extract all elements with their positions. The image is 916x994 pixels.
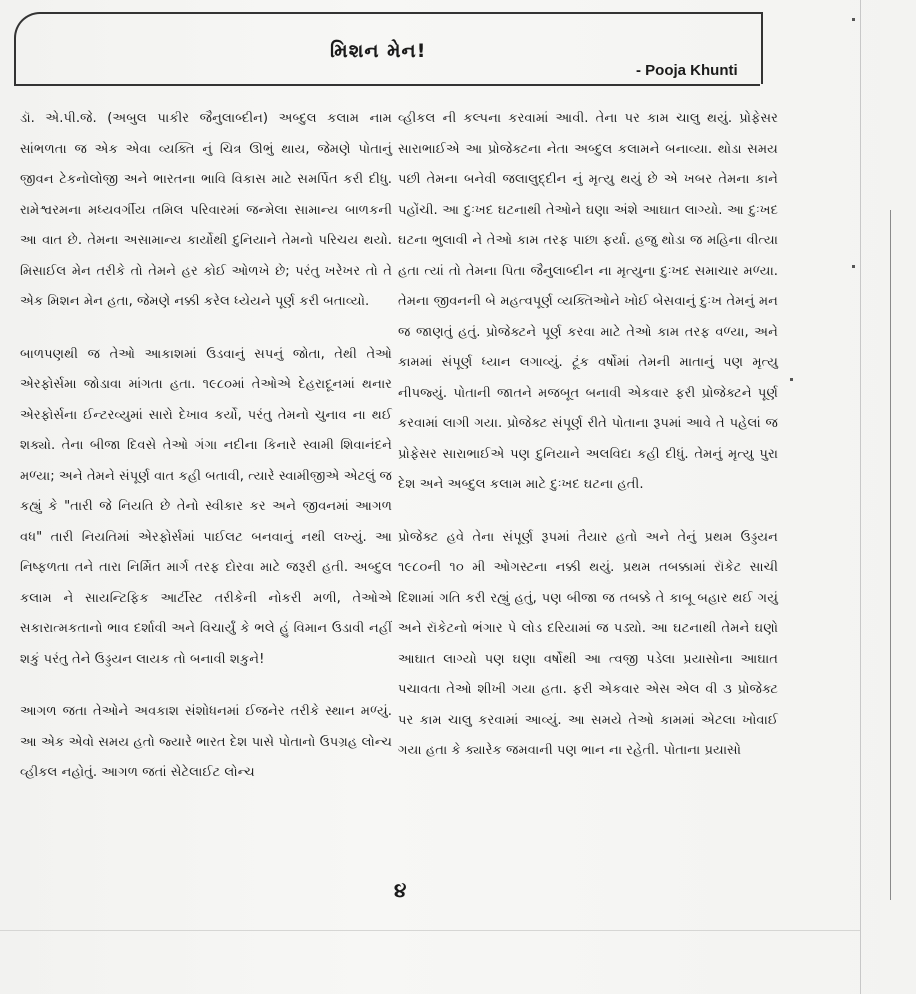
- scan-mark: [852, 18, 855, 21]
- page-bottom-line: [0, 930, 860, 931]
- article-author: - Pooja Khunti: [636, 62, 738, 79]
- paragraph: આગળ જતા તેઓને અવકાશ સંશોધનમાં ઈજનેર તરીકે સ્થાન મળ્યું. આ એક એવો સમય હતો જ્યારે ભારત દેશ પાસે પોતાનો ઉપગ્રહ લોન્ચ વ્હીકલ નહોતું. આગળ જતાં સેટેલાઈટ લોન્ચ: [20, 704, 392, 780]
- right-column: [398, 104, 778, 789]
- title-underline: [14, 84, 760, 86]
- left-column: [20, 104, 392, 811]
- margin-rule: [890, 210, 891, 900]
- paragraph: ડૉ. એ.પી.જે. (અબુલ પાકીર જૈનુલાબ્દીન) અબ્દુલ કલામ નામ સાંભળતા જ એક એવા વ્યક્તિ નું ચિત્ર ઊભું થાય, જેમણે પોતાનું જીવન ટેકનોલોજી અને ભારતના ભાવિ વિકાસ માટે સમર્પિત કરી દીધુ. રામેશ્વરમના મધ્યવર્ગીય તમિલ પરિવારમાં જન્મેલા સામાન્ય બાળકની આ વાત છે. તેમના અસામાન્ય કાર્યોથી દુનિયાને તેમનો પરિચય થયો. મિસાઈલ મેન તરીકે તો તેમને હર કોઈ ઓળખે છે; પરંતુ ખરેખર તો તે એક મિશન મેન હતા, જેમણે નક્કી કરેલ ધ્યેયને પૂર્ણ કરી બતાવ્યો.: [20, 111, 392, 309]
- page-edge-line: [860, 0, 861, 994]
- paragraph: બાળપણથી જ તેઓ આકાશમાં ઉડવાનું સપનું જોતા, તેથી તેઓ એરફોર્સમા જોડાવા માંગતા હતા. ૧૯૮૦માં તેઓએ દેહરાદૂનમાં થનાર એરફોર્સના ઈન્ટરવ્યુમાં સારો દેખાવ કર્યો, પરંતુ તેમનો ચુનાવ ના થઈ શક્યો. તેના બીજા દિવસે તેઓ ગંગા નદીના કિનારે સ્વામી શિવાનંદને મળ્યા; અને તેમને સંપૂર્ણ વાત કહી બતાવી, ત્યારે સ્વામીજીએ એટલું જ કહ્યું કે "તારી જે નિયતિ છે તેનો સ્વીકાર કર અને જીવનમાં આગળ વધ" તારી નિયતિમાં એરફોર્સમાં પાઈલટ બનવાનું નથી લખ્યું. આ નિષ્ફળતા તને તારા નિર્મિત માર્ગ તરફ દોરવા માટે જરૂરી હતી. અબ્દુલ કલામ ને સાયન્ટિફિક આર્ટીસ્ટ તરીકેની નોકરી મળી, તેઓએ સકારાત્મકતાનો ભાવ દર્શાવી અને વિચાર્યું કે ભલે હું વિમાન ઉડાવી નહીં શકું પરંતુ તેને ઉડ્ડયન લાયક તો બનાવી શકુને!: [20, 346, 392, 667]
- paragraph: વ્હીકલ ની કલ્પના કરવામાં આવી. તેના પર કામ ચાલુ થયું. પ્રોફેસર સારાભાઈએ આ પ્રોજેક્ટના નેતા અબ્દુલ કલામને બનાવ્યા. થોડા સમય પછી તેમના બનેવી જલાલુદ્દીન નું મૃત્યુ થયું છે એ ખબર તેમના કાને પહોંચી. આ દુઃખદ ઘટનાથી તેઓને ઘણા અંશે આઘાત લાગ્યો. આ દુઃખદ ઘટના ભુલાવી ને તેઓ કામ તરફ પાછા ફર્યા. હજુ થોડા જ મહિના વીત્યા હતા ત્યાં તો તેમના પિતા જૈનુલાબ્દીન ના મૃત્યુના દુઃખદ સમાચાર મળ્યા. તેમના જીવનની બે મહત્વપૂર્ણ વ્યક્તિઓને ખોઈ બેસવાનું દુઃખ તેમનું મન જ જાણતું હતું. પ્રોજેક્ટને પૂર્ણ કરવા માટે તેઓ કામ તરફ વળ્યા, અને કામમાં સંપૂર્ણ ધ્યાન લગાવ્યું. ટૂંક વર્ષોમાં તેમની માતાનું પણ મૃત્યુ નીપજ્યું. પોતાની જાતને મજબૂત બનાવી એકવાર ફરી પ્રોજેક્ટને પૂર્ણ કરવામાં લાગી ગયા. પ્રોજેક્ટ સંપૂર્ણ રીતે પોતાના રૂપમાં આવે તે પહેલાં જ પ્રોફેસર સારાભાઈએ પણ દુનિયાને અલવિદા કહી દીધું. તેમનું મૃત્યુ પુરા દેશ અને અબ્દુલ કલામ માટે દુઃખદ ઘટના હતી.: [398, 111, 778, 492]
- article-title: મિશન મેન!: [330, 40, 427, 62]
- page-number: ૪: [394, 878, 407, 902]
- scan-mark: [852, 265, 855, 268]
- scan-mark: [790, 378, 793, 381]
- paragraph: પ્રોજેક્ટ હવે તેના સંપૂર્ણ રૂપમાં તૈયાર હતો અને તેનું પ્રથમ ઉડ્ડયન ૧૯૮૦ની ૧૦ મી ઓગસ્ટના નક્કી થયું. પ્રથમ તબક્કામાં રૉકેટ સાચી દિશામાં ગતિ કરી રહ્યું હતું, પણ બીજા જ તબક્કે તે કાબૂ બહાર થઈ ગયું અને રૉકેટનો ભંગાર પે લોડ દરિયામાં જ પડ્યો. આ ઘટનાથી તેમને ઘણો આઘાત લાગ્યો પણ ઘણા વર્ષોથી આ ત્વજી પડેલા પ્રયાસોના આઘાત પચાવતા તેઓ શીખી ગયા હતા. ફરી એકવાર એસ એલ વી ૩ પ્રોજેક્ટ પર કામ ચાલુ કરવામાં આવ્યું. આ સમયે તેઓ કામમાં એટલા ખોવાઈ ગયા હતા કે ક્યારેક જમવાની પણ ભાન ના રહેતી. પોતાના પ્રયાસો: [398, 529, 778, 758]
